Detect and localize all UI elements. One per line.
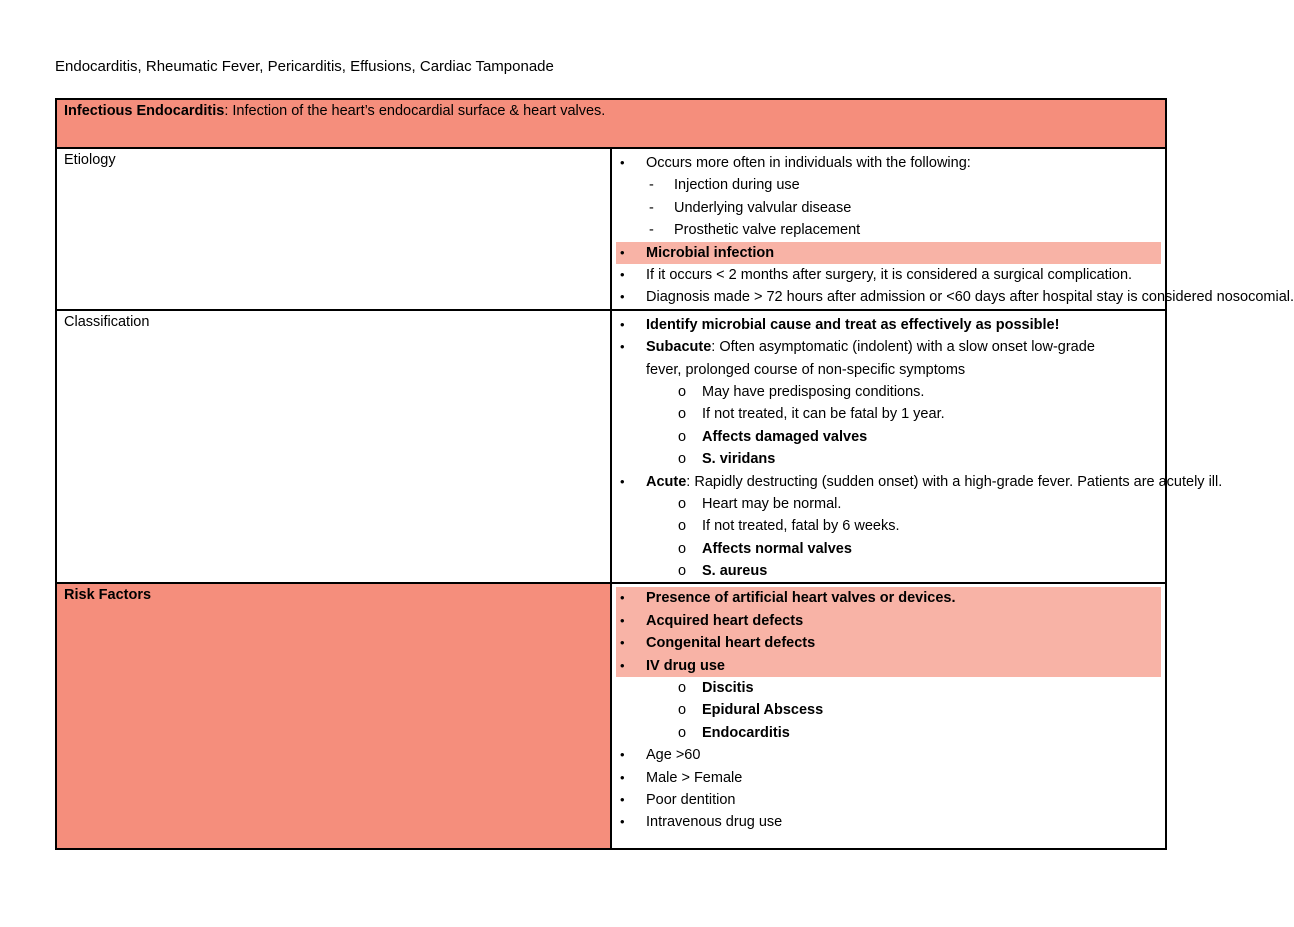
bullet-icon: • — [620, 266, 625, 282]
endocarditis-table — [55, 98, 1294, 850]
etiology-intro: Occurs more often in individuals with the following: — [646, 155, 971, 171]
risk-item-6: Male > Female — [646, 769, 743, 786]
circle-bullet-icon: o — [678, 428, 687, 445]
dash-icon: - — [649, 177, 654, 194]
header-label: Infectious Endocarditis — [64, 103, 225, 119]
bullet-icon: • — [620, 590, 625, 606]
risk-factors-label: Risk Factors — [56, 583, 611, 849]
circle-bullet-icon: o — [678, 406, 687, 423]
classification-label: Classification — [56, 310, 611, 584]
subacute-item-3: Affects damaged valves — [702, 428, 868, 445]
iv-drug-item-2: Epidural Abscess — [702, 702, 824, 719]
bullet-icon: • — [620, 289, 625, 305]
classification-content — [611, 310, 1223, 584]
acute-item-2: If not treated, fatal by 6 weeks. — [702, 518, 900, 535]
bullet-icon: • — [620, 244, 625, 260]
etiology-content — [611, 148, 1294, 310]
dash-icon: - — [649, 199, 654, 216]
bullet-icon: • — [620, 747, 625, 763]
risk-item-4: IV drug use — [646, 657, 725, 674]
bullet-icon: • — [620, 155, 625, 170]
circle-bullet-icon: o — [678, 383, 687, 400]
subacute-label: Subacute — [646, 339, 712, 356]
bullet-icon: • — [620, 612, 625, 628]
etiology-bullet-3: If it occurs < 2 months after surgery, it is considered a surgical complication. — [646, 266, 1133, 283]
bullet-icon: • — [620, 769, 625, 785]
circle-bullet-icon: o — [678, 451, 687, 468]
etiology-dash-1: Injection during use — [674, 177, 800, 194]
etiology-label: Etiology — [56, 148, 611, 310]
header-row — [56, 99, 1166, 148]
etiology-bullet-2: Microbial infection — [646, 244, 775, 261]
subacute-text: : Often asymptomatic (indolent) with a slow onset low-grade fever, prolonged course of non-specific symptoms — [646, 339, 1095, 378]
risk-item-2: Acquired heart defects — [646, 612, 804, 629]
bullet-icon: • — [620, 339, 625, 355]
circle-bullet-icon: o — [678, 702, 687, 719]
subacute-item-1: May have predisposing conditions. — [702, 383, 925, 400]
risk-item-5: Age >60 — [646, 747, 701, 764]
etiology-dash-3: Prosthetic valve replacement — [674, 222, 861, 239]
acute-item-1: Heart may be normal. — [702, 495, 842, 512]
circle-bullet-icon: o — [678, 724, 687, 741]
bullet-icon: • — [620, 657, 625, 673]
etiology-dash-2: Underlying valvular disease — [674, 199, 852, 216]
circle-bullet-icon: o — [678, 680, 687, 697]
bullet-icon: • — [620, 473, 625, 489]
risk-item-8: Intravenous drug use — [646, 814, 783, 831]
circle-bullet-icon: o — [678, 518, 687, 535]
iv-drug-item-3: Endocarditis — [702, 724, 790, 741]
classification-bullet-1: Identify microbial cause and treat as effectively as possible! — [646, 316, 1060, 333]
acute-item-4: S. aureus — [702, 563, 768, 580]
document-title: Endocarditis, Rheumatic Fever, Pericarditis, Effusions, Cardiac Tamponade — [55, 58, 554, 75]
circle-bullet-icon: o — [678, 540, 687, 557]
risk-item-7: Poor dentition — [646, 791, 736, 808]
bullet-icon: • — [620, 635, 625, 651]
bullet-icon: • — [620, 316, 625, 332]
circle-bullet-icon: o — [678, 495, 687, 512]
acute-item-3: Affects normal valves — [702, 540, 852, 557]
subacute-item-2: If not treated, it can be fatal by 1 year. — [702, 406, 945, 423]
dash-icon: - — [649, 222, 654, 239]
bullet-icon: • — [620, 814, 625, 830]
acute-text: : Rapidly destructing (sudden onset) with a high-grade fever. Patients are acutely ill. — [686, 473, 1223, 490]
risk-item-3: Congenital heart defects — [646, 635, 816, 652]
etiology-bullet-4: Diagnosis made > 72 hours after admission or <60 days after hospital stay is considered nosocomial. — [646, 289, 1294, 306]
risk-factors-content — [611, 583, 1166, 849]
circle-bullet-icon: o — [678, 563, 687, 580]
iv-drug-item-1: Discitis — [702, 680, 754, 697]
header-definition: : Infection of the heart’s endocardial surface & heart valves. — [224, 103, 606, 119]
acute-label: Acute — [646, 473, 687, 490]
risk-item-1: Presence of artificial heart valves or devices. — [646, 590, 956, 607]
bullet-icon: • — [620, 791, 625, 807]
subacute-item-4: S. viridans — [702, 451, 776, 468]
